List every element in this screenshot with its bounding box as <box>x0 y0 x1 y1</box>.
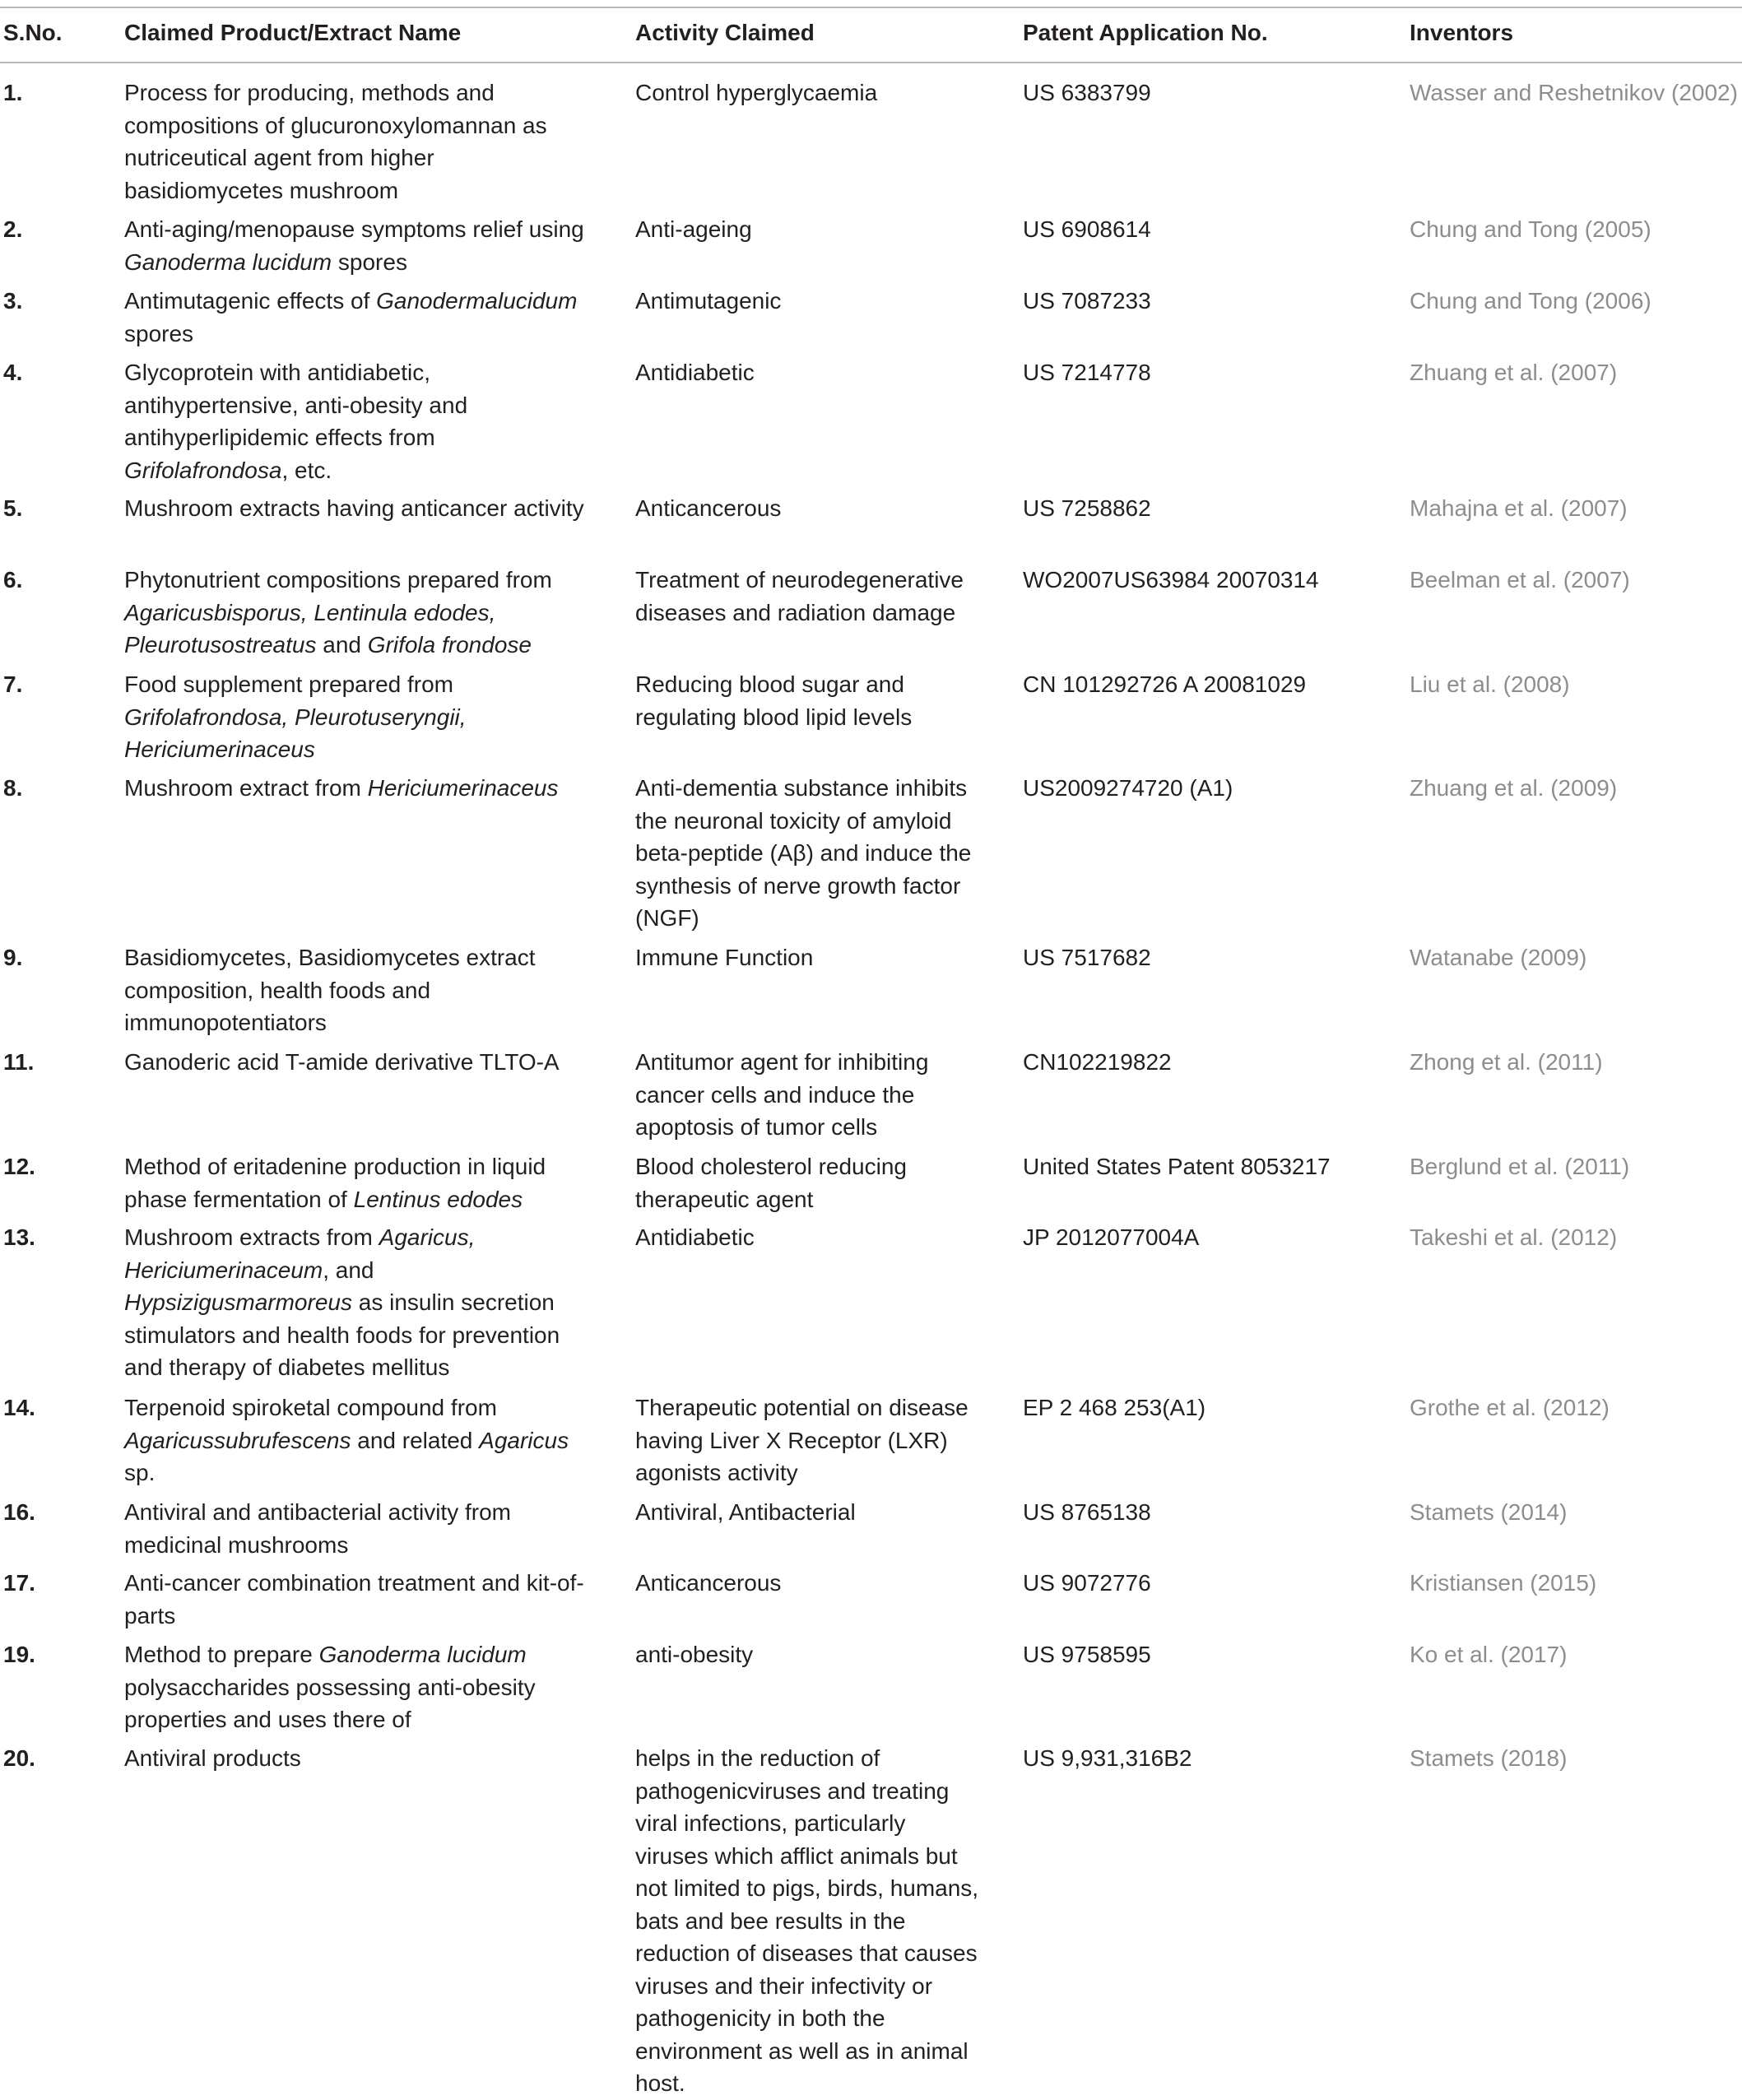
row-patent: EP 2 468 253(A1) <box>1023 1395 1206 1420</box>
row-sno: 1. <box>3 80 23 105</box>
product-text: spores <box>124 320 194 346</box>
row-patent: US 6383799 <box>1023 80 1151 105</box>
row-product <box>124 1221 585 1384</box>
row-patent: CN102219822 <box>1023 1049 1172 1075</box>
row-product <box>124 668 585 766</box>
species-name: Lentinus edodes <box>353 1186 523 1212</box>
product-text: as insulin secretion stimulators and health foods for prevention and therapy of diabetes mellitus <box>124 1289 560 1380</box>
row-activity: Blood cholesterol reducing therapeutic agent <box>635 1154 907 1212</box>
row-patent: US 7214778 <box>1023 360 1151 385</box>
row-activity: anti-obesity <box>635 1642 754 1667</box>
row-sno: 17. <box>3 1570 35 1596</box>
row-product <box>124 77 585 207</box>
row-patent: US 9,931,316B2 <box>1023 1745 1192 1771</box>
header-bottom-rule <box>0 62 1742 63</box>
row-activity: Reducing blood sugar and regulating blood lipid levels <box>635 671 913 730</box>
row-sno: 20. <box>3 1745 35 1771</box>
row-product <box>124 1567 585 1632</box>
product-text: Glycoprotein with antidiabetic, antihypertensive, anti-obesity and antihyperlipidemic effects from <box>124 360 468 450</box>
row-patent: US 9072776 <box>1023 1570 1151 1596</box>
row-inventors: Chung and Tong (2005) <box>1410 216 1651 242</box>
row-product <box>124 1046 585 1079</box>
product-text: Terpenoid spiroketal compound from <box>124 1395 497 1420</box>
row-sno: 12. <box>3 1154 35 1179</box>
product-text: Ganoderic acid T-amide derivative TLTO-A <box>124 1049 560 1075</box>
product-text: Mushroom extracts having anticancer activity <box>124 495 584 521</box>
product-text: Process for producing, methods and compositions of glucuronoxylomannan as nutriceutical agent from higher basidiomycetes mushroom <box>124 80 547 203</box>
row-activity: helps in the reduction of pathogenicviruses and treating viral infections, particularly viruses which afflict animals but not limited to pigs, birds, humans, bats and bee results in the reduction of diseases that causes viruses and their infectivity or pathogenicity in both the environment as well as in animal host. <box>635 1745 979 2096</box>
row-inventors: Zhong et al. (2011) <box>1410 1049 1603 1075</box>
product-text: and related <box>351 1427 480 1453</box>
species-name: Ganoderma lucidum <box>318 1642 527 1667</box>
header-patent: Patent Application No. <box>1023 20 1268 45</box>
row-patent: US2009274720 (A1) <box>1023 775 1233 801</box>
row-patent: US 7258862 <box>1023 495 1151 521</box>
row-activity: Anticancerous <box>635 495 782 521</box>
row-sno: 11. <box>3 1049 35 1075</box>
row-inventors: Stamets (2018) <box>1410 1745 1568 1771</box>
row-inventors: Berglund et al. (2011) <box>1410 1154 1630 1179</box>
row-patent: US 7517682 <box>1023 945 1151 970</box>
row-product <box>124 1496 585 1561</box>
species-name: Grifolafrondosa, Pleurotuseryngii, Hericiumerinaceus <box>124 704 467 762</box>
row-inventors: Beelman et al. (2007) <box>1410 567 1630 592</box>
row-patent: WO2007US63984 20070314 <box>1023 567 1319 592</box>
product-text: Method of eritadenine production in liquid phase fermentation of <box>124 1154 546 1212</box>
product-text: and <box>316 632 368 657</box>
row-patent: US 7087233 <box>1023 288 1151 314</box>
row-sno: 3. <box>3 288 23 314</box>
row-activity: Antidiabetic <box>635 360 755 385</box>
row-inventors: Zhuang et al. (2009) <box>1410 775 1618 801</box>
species-name: Ganodermalucidum <box>376 288 578 314</box>
product-text: spores <box>332 249 407 275</box>
row-inventors: Liu et al. (2008) <box>1410 671 1570 697</box>
product-text: Antiviral and antibacterial activity from medicinal mushrooms <box>124 1499 511 1558</box>
row-product <box>124 1742 585 1775</box>
table-top-rule <box>0 7 1742 8</box>
row-activity: Immune Function <box>635 945 814 970</box>
row-inventors: Watanabe (2009) <box>1410 945 1587 970</box>
product-text: Basidiomycetes, Basidiomycetes extract composition, health foods and immunopotentiators <box>124 945 536 1035</box>
row-patent: US 8765138 <box>1023 1499 1151 1525</box>
product-text: Antiviral products <box>124 1745 301 1771</box>
row-inventors: Ko et al. (2017) <box>1410 1642 1568 1667</box>
row-activity: Antiviral, Antibacterial <box>635 1499 856 1525</box>
row-inventors: Wasser and Reshetnikov (2002) <box>1410 80 1738 105</box>
product-text: Phytonutrient compositions prepared from <box>124 567 552 592</box>
row-inventors: Mahajna et al. (2007) <box>1410 495 1628 521</box>
row-inventors: Grothe et al. (2012) <box>1410 1395 1610 1420</box>
row-product <box>124 1391 585 1489</box>
species-name: Hypsizigusmarmoreus <box>124 1289 352 1315</box>
row-product <box>124 492 585 525</box>
header-product: Claimed Product/Extract Name <box>124 20 462 45</box>
species-name: Agaricus, Hericiumerinaceum <box>124 1224 476 1283</box>
header-sno: S.No. <box>3 20 63 45</box>
row-sno: 16. <box>3 1499 35 1525</box>
row-activity: Anti-ageing <box>635 216 752 242</box>
row-inventors: Kristiansen (2015) <box>1410 1570 1597 1596</box>
header-activity: Activity Claimed <box>635 20 815 45</box>
row-product <box>124 285 585 350</box>
species-name: Ganoderma lucidum <box>124 249 332 275</box>
header-inventors: Inventors <box>1410 20 1514 45</box>
row-sno: 7. <box>3 671 23 697</box>
row-activity: Antitumor agent for inhibiting cancer cells and induce the apoptosis of tumor cells <box>635 1049 929 1140</box>
row-activity: Antimutagenic <box>635 288 782 314</box>
row-inventors: Chung and Tong (2006) <box>1410 288 1651 314</box>
row-patent: JP 2012077004A <box>1023 1224 1200 1250</box>
row-sno: 19. <box>3 1642 35 1667</box>
product-text: Antimutagenic effects of <box>124 288 377 314</box>
product-text: polysaccharides possessing anti-obesity properties and uses there of <box>124 1674 536 1732</box>
row-product <box>124 564 585 662</box>
product-text: Mushroom extract from <box>124 775 368 801</box>
row-product <box>124 1638 585 1736</box>
row-patent: US 6908614 <box>1023 216 1151 242</box>
product-text: , etc. <box>281 457 332 483</box>
product-text: , and <box>323 1257 374 1283</box>
species-name: Agaricussubrufescens <box>124 1427 351 1453</box>
product-text: Food supplement prepared from <box>124 671 453 697</box>
species-name: Grifola frondose <box>367 632 532 657</box>
species-name: Agaricus <box>479 1427 569 1453</box>
row-sno: 4. <box>3 360 23 385</box>
product-text: Anti-cancer combination treatment and kit-of-parts <box>124 1570 584 1628</box>
row-inventors: Stamets (2014) <box>1410 1499 1568 1525</box>
row-product <box>124 1150 585 1215</box>
product-text: sp. <box>124 1460 156 1485</box>
row-sno: 13. <box>3 1224 35 1250</box>
row-sno: 9. <box>3 945 23 970</box>
row-patent: US 9758595 <box>1023 1642 1151 1667</box>
row-inventors: Takeshi et al. (2012) <box>1410 1224 1618 1250</box>
row-patent: United States Patent 8053217 <box>1023 1154 1331 1179</box>
row-product <box>124 356 585 486</box>
row-sno: 2. <box>3 216 23 242</box>
row-product <box>124 772 585 805</box>
row-sno: 8. <box>3 775 23 801</box>
row-activity: Anticancerous <box>635 1570 782 1596</box>
species-name: Grifolafrondosa <box>124 457 282 483</box>
product-text: Method to prepare <box>124 1642 319 1667</box>
row-activity: Anti-dementia substance inhibits the neuronal toxicity of amyloid beta-peptide (Aβ) and induce the synthesis of nerve growth factor (NGF) <box>635 775 972 931</box>
row-patent: CN 101292726 A 20081029 <box>1023 671 1307 697</box>
species-name: Agaricusbisporus, Lentinula edodes, Pleurotusostreatus <box>124 599 496 657</box>
row-sno: 14. <box>3 1395 35 1420</box>
row-activity: Treatment of neurodegenerative diseases and radiation damage <box>635 567 964 625</box>
row-product <box>124 941 585 1039</box>
row-sno: 5. <box>3 495 23 521</box>
row-sno: 6. <box>3 567 23 592</box>
row-activity: Control hyperglycaemia <box>635 80 878 105</box>
species-name: Hericiumerinaceus <box>367 775 559 801</box>
product-text: Mushroom extracts from <box>124 1224 379 1250</box>
row-product <box>124 213 585 278</box>
row-activity: Therapeutic potential on disease having Liver X Receptor (LXR) agonists activity <box>635 1395 969 1485</box>
row-inventors: Zhuang et al. (2007) <box>1410 360 1618 385</box>
row-activity: Antidiabetic <box>635 1224 755 1250</box>
product-text: Anti-aging/menopause symptoms relief using <box>124 216 584 242</box>
